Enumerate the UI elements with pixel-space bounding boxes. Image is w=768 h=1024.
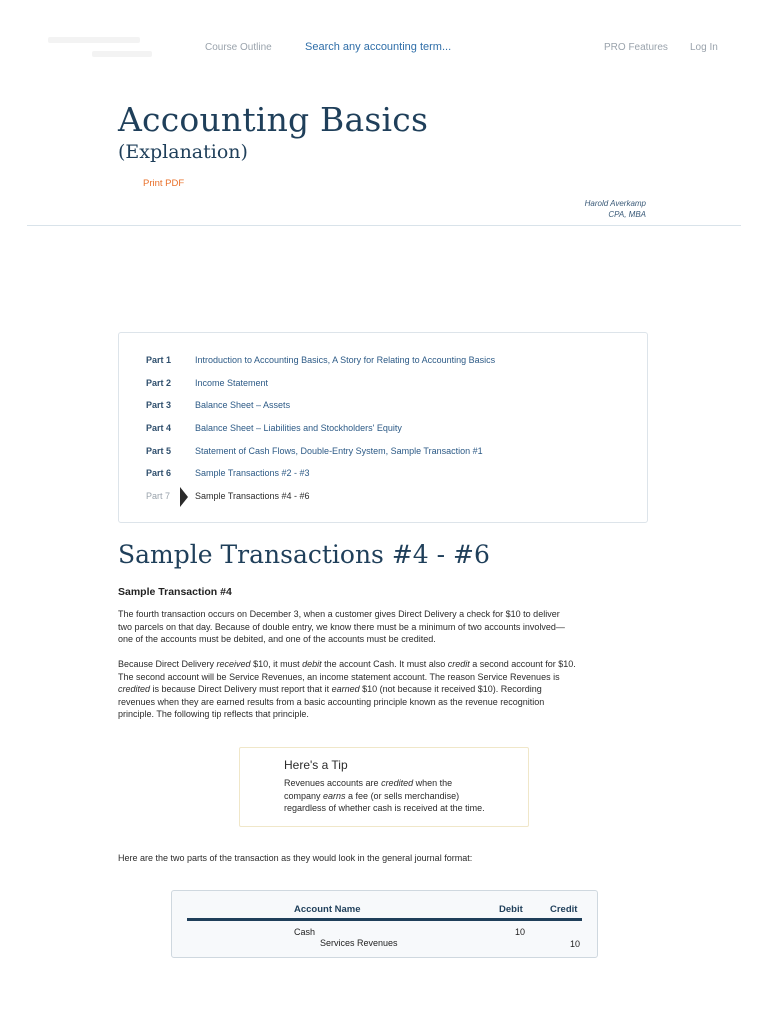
author-byline bbox=[585, 199, 646, 220]
text: $10, it must bbox=[250, 659, 303, 669]
text: company bbox=[284, 790, 324, 801]
part-title[interactable]: Income Statement bbox=[195, 378, 269, 388]
paragraph-line: principle. The following tip reflects that principle. bbox=[118, 709, 309, 719]
part-title[interactable]: Balance Sheet – Liabilities and Stockholders' Equity bbox=[195, 423, 402, 433]
journal-debit-cell: 10 bbox=[515, 927, 526, 937]
text: the account Cash. It must also bbox=[321, 659, 448, 669]
journal-entry-table bbox=[171, 890, 598, 958]
current-part-arrow-icon bbox=[180, 487, 188, 507]
part-title[interactable]: Introduction to Accounting Basics, A Story for Relating to Accounting Basics bbox=[195, 355, 496, 365]
tip-box bbox=[239, 747, 529, 827]
text: Revenues accounts are bbox=[284, 778, 382, 788]
paragraph-line: two parcels on that day. Because of double entry, we know there must be a minimum of two accounts involved— bbox=[118, 621, 565, 632]
paragraph-line bbox=[118, 658, 638, 671]
nav-pro-features[interactable]: PRO Features bbox=[604, 42, 668, 53]
journal-account-cell: Services Revenues bbox=[320, 938, 398, 948]
parts-outline bbox=[118, 332, 648, 523]
text-emphasis: credited bbox=[118, 684, 151, 694]
text-emphasis: credited bbox=[381, 778, 414, 788]
logo-mark-bottom bbox=[92, 51, 152, 57]
author-credentials: CPA, MBA bbox=[608, 209, 646, 219]
author-name[interactable]: Harold Averkamp bbox=[584, 199, 646, 208]
text: $10 (not because it received $10). Recording bbox=[359, 684, 542, 694]
text: a second account for $10. bbox=[469, 659, 576, 669]
print-pdf-link[interactable]: Print PDF bbox=[143, 178, 185, 189]
part-number: Part 6 bbox=[146, 468, 172, 478]
text-emphasis: credit bbox=[447, 659, 470, 669]
tip-line: regardless of whether cash is received at the time. bbox=[284, 803, 485, 813]
text-emphasis: earned bbox=[331, 684, 360, 694]
part-number: Part 3 bbox=[146, 400, 172, 410]
part-number: Part 7 bbox=[146, 491, 171, 501]
text: Because Direct Delivery bbox=[118, 659, 217, 669]
text-emphasis: debit bbox=[302, 659, 322, 669]
part-title: Sample Transactions #4 - #6 bbox=[195, 491, 310, 501]
part-title[interactable]: Sample Transactions #2 - #3 bbox=[195, 468, 310, 478]
text-emphasis: earns bbox=[323, 790, 346, 801]
section-heading: Sample Transactions #4 - #6 bbox=[118, 540, 490, 569]
header-divider bbox=[27, 225, 741, 226]
text: is because Direct Delivery must report that it bbox=[150, 684, 332, 694]
paragraph-line: one of the accounts must be debited, and one of the accounts must be credited. bbox=[118, 634, 436, 644]
part-number: Part 5 bbox=[146, 446, 172, 456]
column-header-account: Account Name bbox=[294, 904, 361, 915]
column-header-debit: Debit bbox=[499, 904, 523, 915]
header-rule bbox=[187, 918, 582, 921]
text: when the bbox=[413, 778, 453, 788]
tip-title: Here's a Tip bbox=[284, 758, 348, 772]
paragraph-line: The second account will be Service Revenues, an income statement account. The reason Service Revenues is bbox=[118, 671, 560, 682]
section-subheading: Sample Transaction #4 bbox=[118, 586, 232, 598]
text: a fee (or sells merchandise) bbox=[345, 790, 460, 801]
text-emphasis: received bbox=[216, 659, 251, 669]
part-number: Part 4 bbox=[146, 423, 172, 433]
nav-course-outline[interactable]: Course Outline bbox=[205, 42, 272, 53]
paragraph-2 bbox=[118, 658, 638, 721]
part-title[interactable]: Balance Sheet – Assets bbox=[195, 400, 291, 410]
paragraph-1 bbox=[118, 608, 638, 646]
journal-intro: Here are the two parts of the transaction as they would look in the general journal format: bbox=[118, 853, 473, 863]
tip-line bbox=[284, 777, 485, 790]
journal-account-cell: Cash bbox=[294, 927, 316, 937]
nav-log-in[interactable]: Log In bbox=[690, 42, 718, 53]
logo-mark-top bbox=[48, 37, 140, 43]
part-number: Part 2 bbox=[146, 378, 172, 388]
tip-line bbox=[284, 790, 485, 803]
site-logo[interactable] bbox=[44, 33, 156, 65]
page-subtitle: (Explanation) bbox=[118, 141, 248, 163]
page-title: Accounting Basics bbox=[118, 100, 429, 139]
paragraph-line: revenues when they are earned results from a basic accounting principle known as the revenue recognition bbox=[118, 696, 545, 707]
part-number: Part 1 bbox=[146, 355, 172, 365]
paragraph-line bbox=[118, 683, 638, 696]
column-header-credit: Credit bbox=[550, 904, 578, 915]
tip-body bbox=[284, 777, 485, 815]
part-title[interactable]: Statement of Cash Flows, Double-Entry System, Sample Transaction #1 bbox=[195, 446, 483, 456]
paragraph-line: The fourth transaction occurs on December 3, when a customer gives Direct Delivery a check for $10 to deliver bbox=[118, 609, 560, 619]
search-input[interactable]: Search any accounting term... bbox=[305, 41, 452, 53]
journal-credit-cell: 10 bbox=[570, 939, 581, 949]
